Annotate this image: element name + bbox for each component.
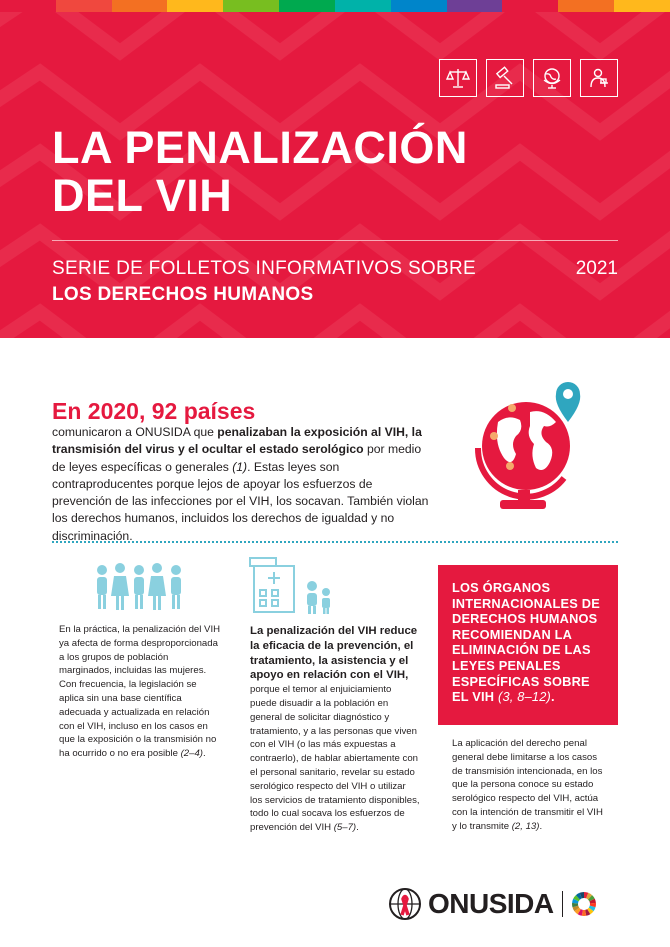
col3-end: . [539, 820, 543, 832]
scales-of-justice-icon [439, 59, 477, 97]
column-2-text [250, 624, 420, 835]
column-3-text [452, 737, 604, 834]
series-line-2: LOS DERECHOS HUMANOS [52, 284, 314, 305]
col1-ref: (2–4) [180, 748, 204, 760]
column-1-text [59, 623, 223, 761]
col1-end: . [203, 748, 206, 760]
section-divider [52, 541, 618, 543]
stripe-segment [279, 0, 335, 12]
stripe-segment [223, 0, 279, 12]
stripe-segment [391, 0, 447, 12]
publication-year: 2021 [575, 258, 618, 279]
stripe-segment [335, 0, 391, 12]
logo-divider [562, 891, 564, 917]
topic-icons [439, 59, 618, 97]
stripe-segment [56, 0, 112, 12]
color-stripe [0, 0, 670, 12]
intro-text-1: comunicaron a ONUSIDA que [52, 425, 218, 439]
stripe-segment [502, 0, 558, 12]
col3-ref: (2, 13) [511, 820, 540, 832]
intro-heading: En 2020, 92 países [52, 398, 256, 424]
col3-body: La aplicación del derecho penal general debe limitarse a los casos de transmisión intencionada, en los que la persona conoce su estado serológico respecto del VIH, actúa con la intención de transmitir el VIH y lo transmite [452, 738, 603, 832]
stripe-segment [0, 0, 56, 12]
stripe-segment [558, 0, 614, 12]
box-end: . [551, 689, 555, 705]
onusida-logo [388, 887, 597, 921]
intro-bold: penalizaban la exposición al VIH, la transmisión del virus y el ocultar el estado serológico [52, 425, 422, 457]
box-ref: (3, 8–12) [497, 689, 552, 705]
hospital-icon [246, 556, 336, 616]
globe-with-pins-icon [464, 378, 624, 528]
gavel-icon [486, 59, 524, 97]
title-line-2: DEL VIH [52, 170, 233, 221]
series-line-1: SERIE DE FOLLETOS INFORMATIVOS SOBRE [52, 258, 476, 279]
col2-bold: La penalización del VIH reduce la eficacia de la prevención, el tratamiento, la asistencia y el apoyo en relación con el VIH, [250, 625, 418, 682]
person-at-desk-icon [580, 59, 618, 97]
globe-icon [533, 59, 571, 97]
intro-text-3: . Estas leyes son contraproducentes porque lejos de apoyar los esfuerzos de prevención de las infecciones por el VIH, los socavan. También violan los derechos humanos, incluidos los derechos de igualdad y no discriminación. [52, 459, 429, 543]
stripe-segment [112, 0, 168, 12]
recommendation-box [438, 565, 618, 725]
stripe-segment [167, 0, 223, 12]
col2-body: porque el temor al enjuiciamiento puede disuadir a la población en general de solicitar diagnóstico y tratamiento, y a las personas que viven con el VIH (o las más expuestas a contraerlo), de hablar abiertamente con el personal sanitario, revelar su estado serológico respecto del VIH o utilizar los servicios de tratamiento disponibles, todo lo cual socava los esfuerzos de prevención del VIH [250, 684, 420, 834]
page-title [52, 124, 468, 220]
col2-end: . [356, 822, 359, 834]
box-text: LOS ÓRGANOS INTERNACIONALES DE DERECHOS HUMANOS RECOMIENDAN LA ELIMINACIÓN DE LAS LEYES PENALES ESPECÍFICAS SOBRE EL VIH [452, 580, 600, 705]
title-line-1: LA PENALIZACIÓN [52, 122, 468, 173]
stripe-segment [614, 0, 670, 12]
red-ribbon-globe-icon [388, 887, 422, 921]
header-rule [52, 240, 618, 241]
sdg-color-wheel-icon [571, 891, 597, 917]
intro-paragraph [52, 424, 432, 545]
col1-body: En la práctica, la penalización del VIH ya afecta de forma desproporcionada a los grupos de población marginados, incluidas las mujeres. Con frecuencia, la legislación se aplica sin una base científica adecuada y actualizada en relación con el VIH, incluso en los casos en que la exposición o la transmisión no ha ocurrido o no era posible [59, 624, 221, 760]
people-group-icon [92, 562, 186, 614]
intro-text-2: por medio de leyes específicas o generales [52, 442, 422, 474]
logo-text: ONUSIDA [428, 888, 554, 919]
intro-ref: (1) [232, 459, 248, 474]
stripe-segment [447, 0, 503, 12]
header-banner [0, 12, 670, 338]
col2-ref: (5–7) [333, 822, 357, 834]
